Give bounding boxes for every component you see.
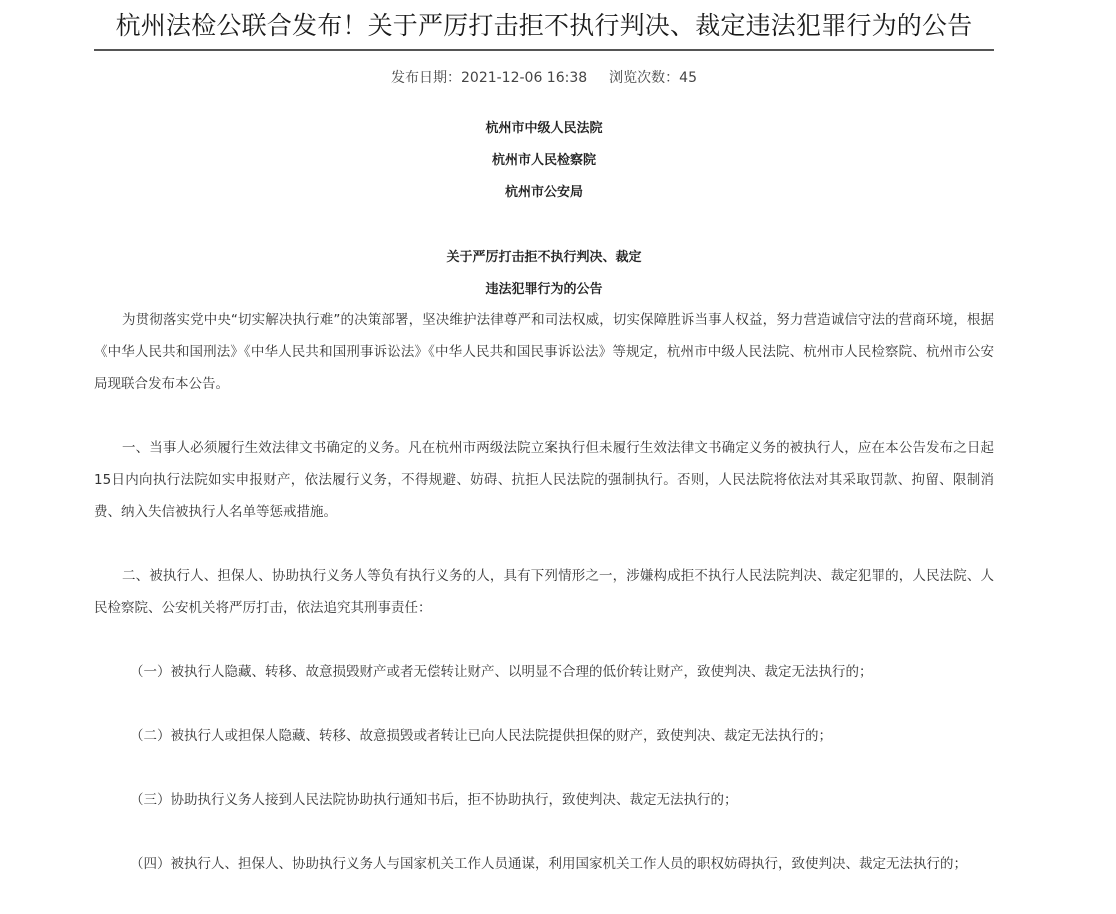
issuer-list	[94, 113, 994, 209]
issuer-court: 杭州市中级人民法院	[485, 121, 603, 136]
article-title: 杭州法检公联合发布！关于严厉打击拒不执行判决、裁定违法犯罪行为的公告	[115, 11, 973, 40]
article	[94, 0, 994, 880]
body-paragraph-intro: 为贯彻落实党中央“切实解决执行难”的决策部署，坚决维护法律尊严和司法权威，切实保障胜诉当事人权益，努力营造诚信守法的营商环境，根据《中华人民共和国刑法》《中华人民共和国刑事诉讼法》《中华人民共和国民事诉讼法》等规定，杭州市中级人民法院、杭州市人民检察院、杭州市公安局现联合发布本公告。	[94, 312, 994, 392]
article-body	[94, 304, 994, 880]
body-item-3: （三）协助执行义务人接到人民法院协助执行通知书后，拒不协助执行，致使判决、裁定无法执行的；	[130, 792, 738, 808]
body-item-4: （四）被执行人、担保人、协助执行义务人与国家机关工作人员通谋，利用国家机关工作人员的职权妨碍执行，致使判决、裁定无法执行的；	[130, 856, 967, 872]
body-item-1: （一）被执行人隐藏、转移、故意损毁财产或者无偿转让财产、以明显不合理的低价转让财产，致使判决、裁定无法执行的；	[130, 664, 873, 680]
notice-heading	[94, 242, 994, 306]
body-paragraph-1: 一、当事人必须履行生效法律文书确定的义务。凡在杭州市两级法院立案执行但未履行生效法律文书确定义务的被执行人，应在本公告发布之日起15日内向执行法院如实申报财产，依法履行义务，不得规避、妨碍、抗拒人民法院的强制执行。否则，人民法院将依法对其采取罚款、拘留、限制消费、纳入失信被执行人名单等惩戒措施。	[94, 440, 994, 520]
article-meta	[94, 68, 994, 88]
notice-heading-line-2: 违法犯罪行为的公告	[485, 282, 603, 297]
title-divider	[94, 49, 994, 51]
issuer-police: 杭州市公安局	[504, 185, 583, 200]
publish-date-label: 发布日期：	[391, 70, 461, 86]
view-count-label: 浏览次数：	[609, 70, 680, 86]
body-item-2: （二）被执行人或担保人隐藏、转移、故意损毁或者转让已向人民法院提供担保的财产，致使判决、裁定无法执行的；	[130, 728, 832, 744]
view-count: 45	[679, 70, 697, 86]
issuer-procuratorate: 杭州市人民检察院	[491, 153, 596, 168]
body-paragraph-2: 二、被执行人、担保人、协助执行义务人等负有执行义务的人，具有下列情形之一，涉嫌构成拒不执行人民法院判决、裁定犯罪的，人民法院、人民检察院、公安机关将严厉打击，依法追究其刑事责任：	[94, 568, 994, 616]
publish-date: 2021-12-06 16:38	[461, 70, 588, 86]
notice-heading-line-1: 关于严厉打击拒不执行判决、裁定	[446, 250, 642, 265]
